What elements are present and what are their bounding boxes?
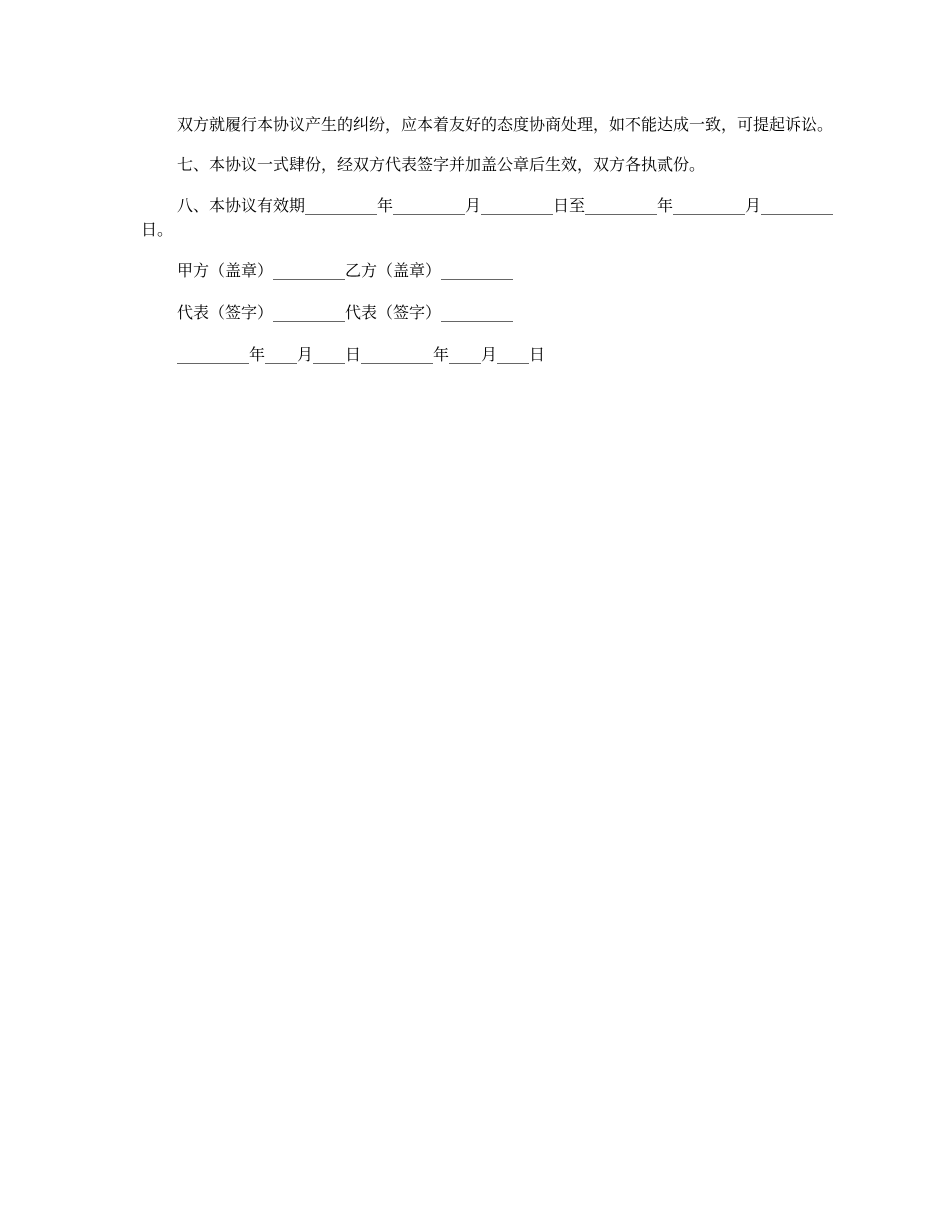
signing-date-line: _________年____月____日_________年____月____日 [177,345,546,364]
party-seal-line: 甲方（盖章）_________乙方（盖章）_________ [177,261,514,280]
copies-clause-paragraph: 七、本协议一式肆份，经双方代表签字并加盖公章后生效，双方各执贰份。 [177,155,706,174]
representative-signature-line: 代表（签字）_________代表（签字）_________ [177,303,514,322]
document-body [141,113,833,385]
dispute-resolution-paragraph: 双方就履行本协议产生的纠纷，应本着友好的态度协商处理，如不能达成一致，可提起诉讼。 [177,115,834,134]
validity-period-paragraph: 八、本协议有效期_________年_________月_________日至_________年_________月_________日。 [141,196,834,239]
